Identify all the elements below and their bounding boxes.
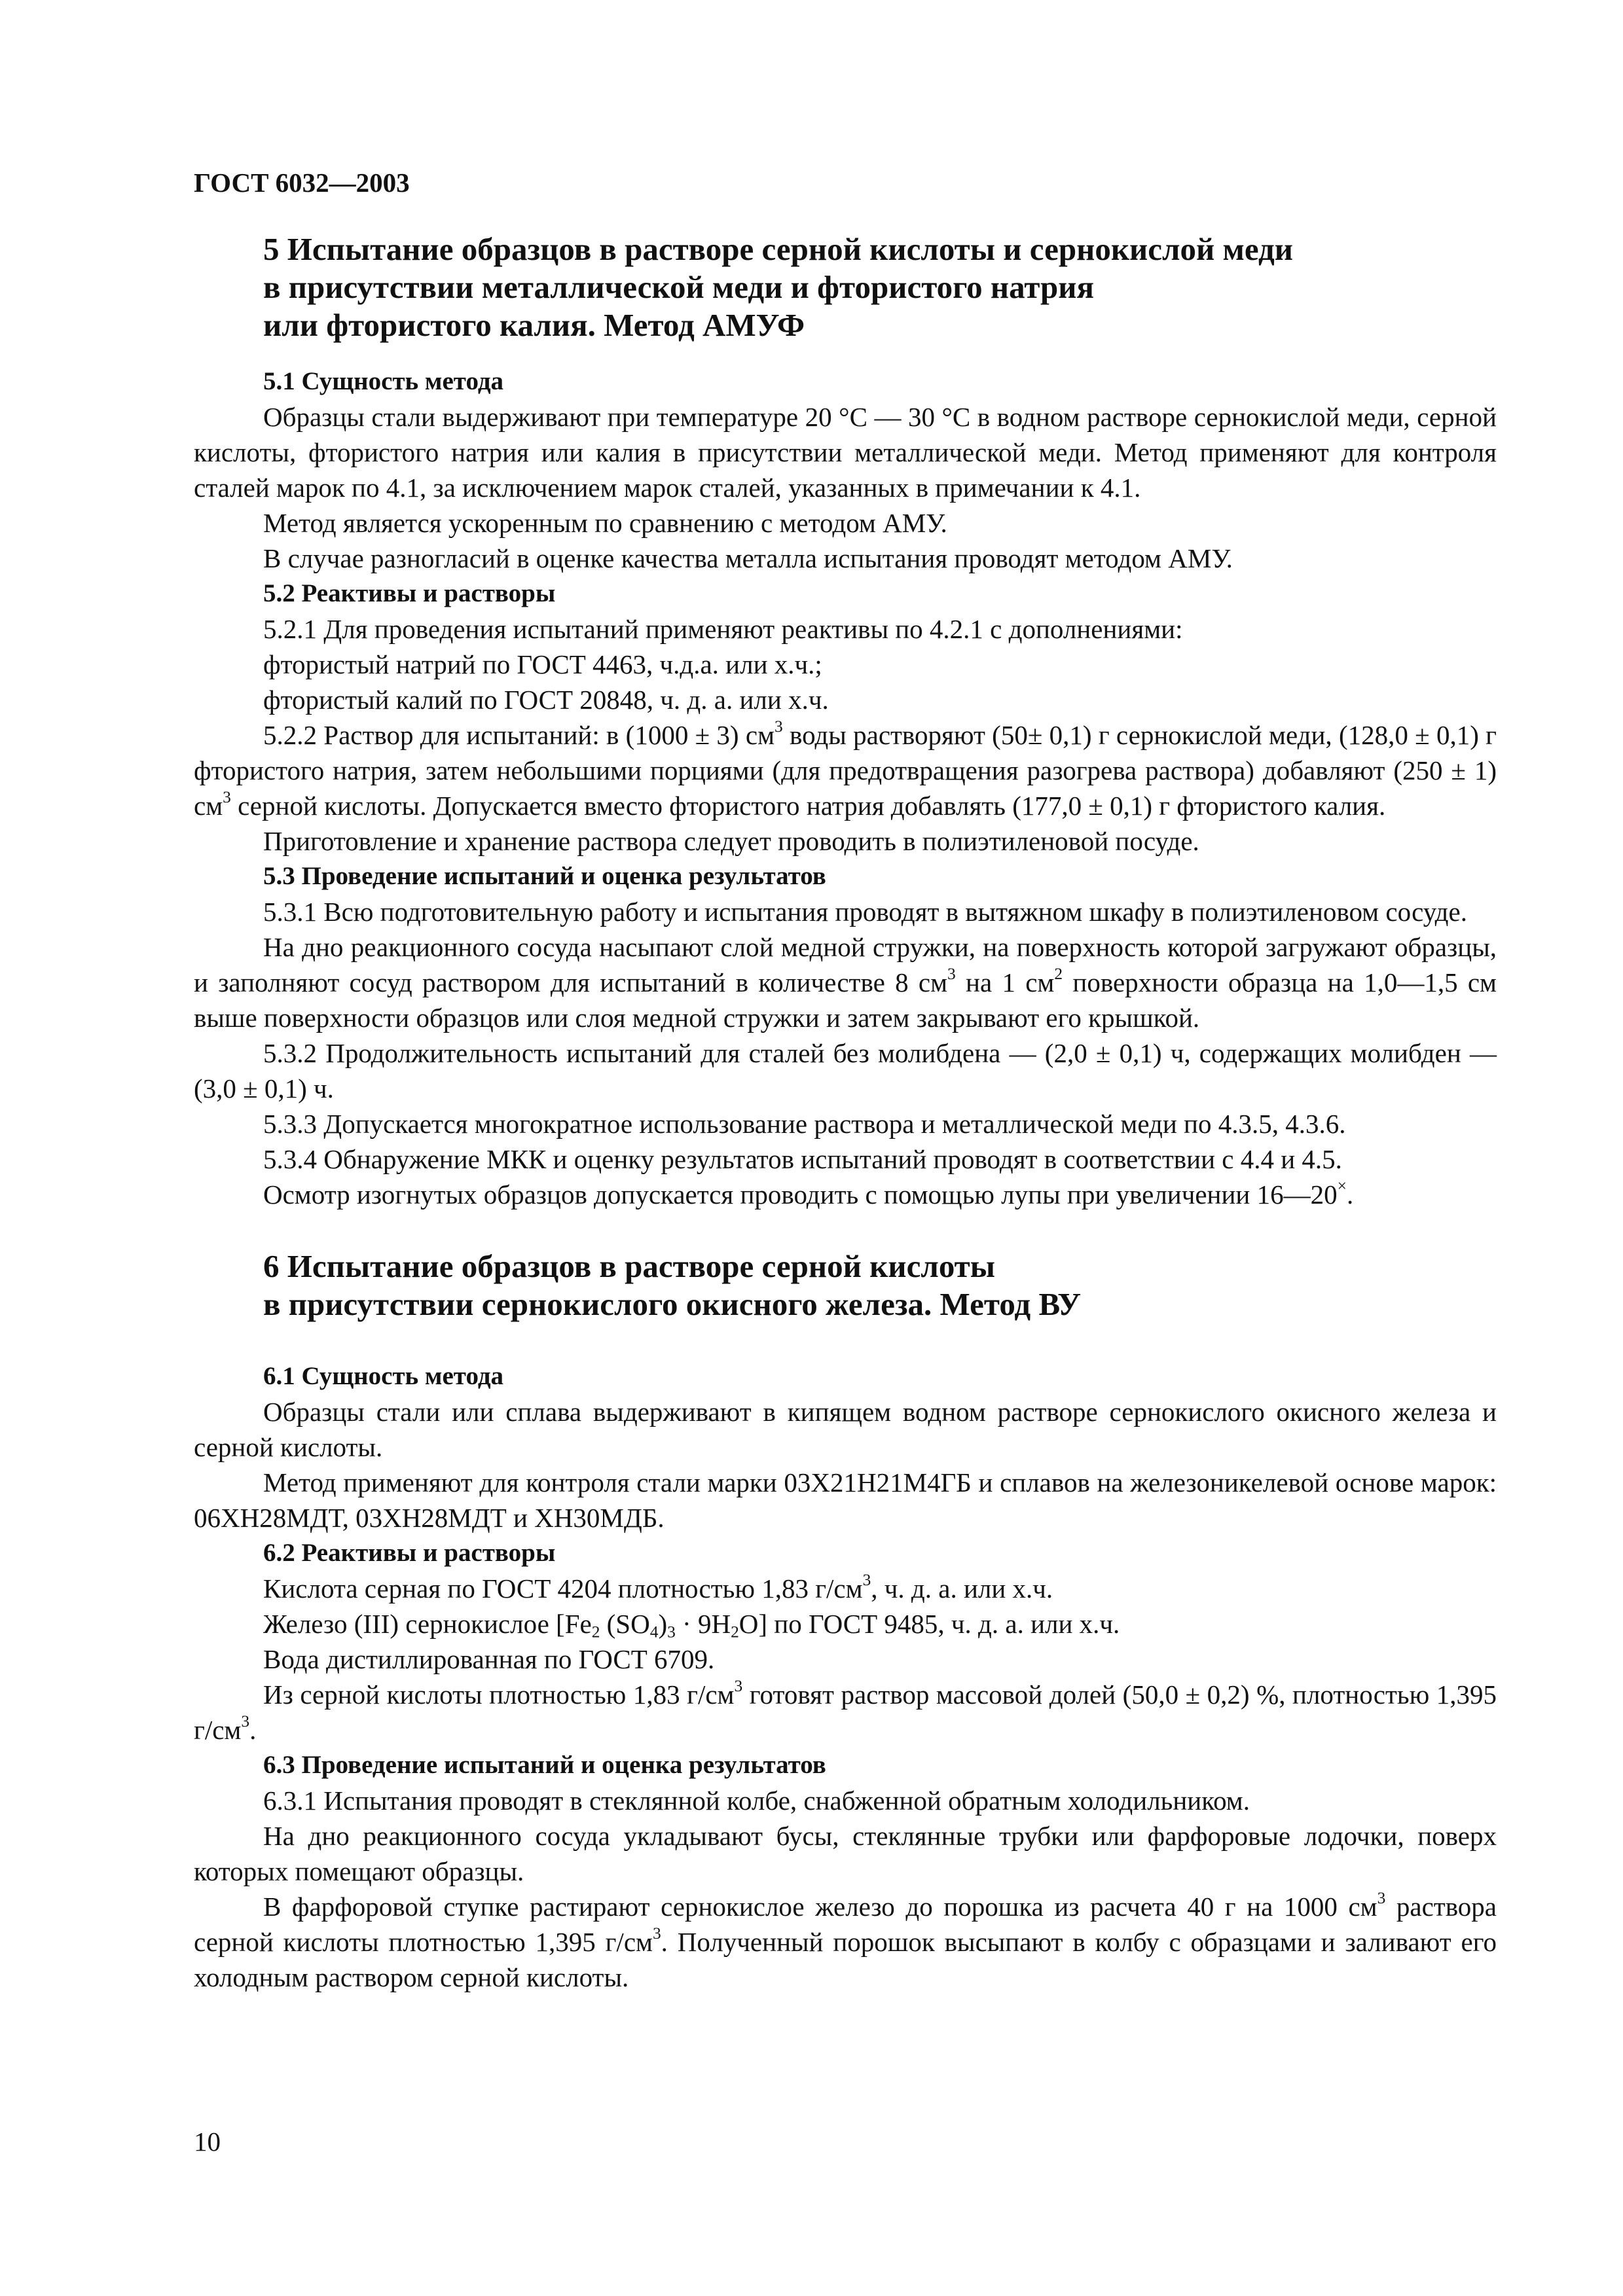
paragraph-5-3-2: 5.3.2 Продолжительность испытаний для сталей без молибдена — (2,0 ± 0,1) ч, содержащих молибден — (3,0 ± 0,1) ч.	[194, 1038, 1497, 1103]
document-code: ГОСТ 6032—2003	[194, 168, 410, 198]
paragraph-5-1-2: Метод является ускоренным по сравнению с методом АМУ.	[263, 508, 947, 538]
paragraph-5-3-1: 5.3.1 Всю подготовительную работу и испытания проводят в вытяжном шкафу в полиэтиленовом сосуде.	[263, 897, 1467, 927]
paragraph-6-1-1: Образцы стали или сплава выдерживают в кипящем водном растворе сернокислого окисного железа и серной кислоты.	[194, 1397, 1497, 1462]
paragraph-6-2-a: Кислота серная по ГОСТ 4204 плотностью 1,83 $г/см^3$, ч. д. а. или х.ч.	[263, 1570, 1053, 1604]
subsection-5-2-title: 5.2 Реактивы и растворы	[263, 579, 556, 607]
paragraph-5-3-1-b: На дно реакционного сосуда насыпают слой медной стружки, на поверхность которой загружают образцы, и заполняют сосуд раствором для испытаний в количестве 8 $см^3$ на 1 $см^2$ поверхности образца на 1,0—1,5 см выше поверхности образцов или слоя медной стружки и затем закрывают его крышкой.	[194, 932, 1497, 1033]
paragraph-6-3-2: На дно реакционного сосуда укладывают бусы, стеклянные трубки или фарфоровые лодочки, поверх которых помещают образцы.	[194, 1821, 1497, 1886]
paragraph-5-1-3: В случае разногласий в оценке качества металла испытания проводят методом АМУ.	[263, 543, 1233, 573]
paragraph-5-3-5: Осмотр изогнутых образцов допускается проводить с помощью лупы при увеличении 16—20×.	[263, 1176, 1354, 1210]
section-5-title-line-1: 5 Испытание образцов в растворе серной кислоты и сернокислой меди	[263, 231, 1294, 267]
section-6-title	[263, 1247, 1497, 1323]
paragraph-6-3-3: В фарфоровой ступке растирают сернокислое железо до порошка из расчета 40 г на 1000 $см^3$ раствора серной кислоты плотностью 1,395 $г/см^3$. Полученный порошок высыпают в колбу с образцами и заливают его холодным раствором серной кислоты.	[194, 1888, 1497, 1992]
paragraph-6-3-1: 6.3.1 Испытания проводят в стеклянной колбе, снабженной обратным холодильником.	[263, 1785, 1250, 1816]
page-number: 10	[194, 2126, 221, 2157]
section-6-title-line-1: 6 Испытание образцов в растворе серной кислоты	[263, 1248, 996, 1284]
paragraph-6-2-b: Железо (III) сернокислое [$Fe_2$ $(SO_4)_3 \cdot 9H_2O$] по ГОСТ 9485, ч. д. а. или х.ч.	[263, 1609, 1120, 1641]
subsection-5-1-title: 5.1 Сущность метода	[263, 367, 504, 395]
paragraph-5-2-2: 5.2.2 Раствор для испытаний: в (1000 ± 3) $см^3$ воды растворяют (50± 0,1) г сернокислой меди, (128,0 ± 0,1) г фтористого натрия, затем небольшими порциями (для предотвращения разогрева раствора) добавляют (250 ± 1) $см^3$ серной кислоты. Допускается вместо фтористого натрия добавлять (177,0 ± 0,1) г фтористого калия.	[194, 717, 1497, 821]
subsection-5-3-title: 5.3 Проведение испытаний и оценка результатов	[263, 862, 826, 890]
paragraph-5-2-1: 5.2.1 Для проведения испытаний применяют реактивы по 4.2.1 с дополнениями:	[263, 614, 1183, 644]
section-5-title-line-3: или фтористого калия. Метод АМУФ	[263, 307, 805, 343]
paragraph-5-3-4: 5.3.4 Обнаружение МКК и оценку результатов испытаний проводят в соответствии с 4.4 и 4.5.	[263, 1144, 1342, 1174]
paragraph-5-2-1-a: фтористый натрий по ГОСТ 4463, ч.д.а. или х.ч.;	[263, 649, 822, 679]
paragraph-5-1-1: Образцы стали выдерживают при температуре 20 °С — 30 °С в водном растворе сернокислой меди, серной кислоты, фтористого натрия или калия в присутствии металлической меди. Метод применяют для контроля сталей марок по 4.1, за исключением марок сталей, указанных в примечании к 4.1.	[194, 402, 1497, 503]
paragraph-5-2-3: Приготовление и хранение раствора следует проводить в полиэтиленовой посуде.	[263, 826, 1199, 856]
subsection-6-3-title: 6.3 Проведение испытаний и оценка результатов	[263, 1751, 826, 1779]
paragraph-6-2-d: Из серной кислоты плотностью 1,83 $г/см^3$ готовят раствор массовой долей (50,0 ± 0,2) %, плотностью 1,395 $г/см^3$.	[194, 1676, 1497, 1745]
paragraph-5-3-3: 5.3.3 Допускается многократное использование раствора и металлической меди по 4.3.5, 4.3.6.	[263, 1109, 1346, 1139]
paragraph-6-2-c: Вода дистиллированная по ГОСТ 6709.	[263, 1644, 715, 1674]
section-5-title	[263, 230, 1497, 344]
section-6-title-line-2: в присутствии сернокислого окисного железа. Метод ВУ	[263, 1286, 1082, 1322]
paragraph-5-2-1-b: фтористый калий по ГОСТ 20848, ч. д. а. или х.ч.	[263, 685, 829, 715]
subsection-6-2-title: 6.2 Реактивы и растворы	[263, 1539, 556, 1567]
page-content	[194, 230, 1497, 1995]
subsection-6-1-title: 6.1 Сущность метода	[263, 1362, 504, 1390]
paragraph-6-1-2: Метод применяют для контроля стали марки 03Х21Н21М4ГБ и сплавов на железоникелевой основе марок: 06ХН28МДТ, 03ХН28МДТ и ХН30МДБ.	[194, 1467, 1497, 1533]
section-5-title-line-2: в присутствии металлической меди и фтористого натрия	[263, 269, 1095, 305]
